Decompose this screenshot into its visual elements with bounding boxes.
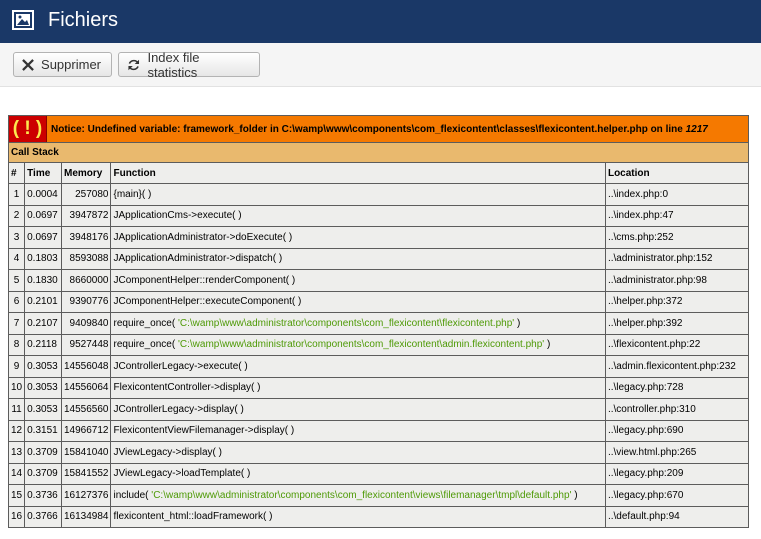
row-time: 0.3151 [25,420,62,442]
refresh-icon [127,58,140,72]
row-memory: 9527448 [61,334,111,356]
row-memory: 9409840 [61,313,111,335]
image-icon [12,10,34,30]
row-location: ..\administrator.php:98 [605,270,748,292]
function-name: JApplicationCms->execute( ) [113,210,242,222]
notice-row [9,116,749,143]
callstack-header-row [9,163,749,184]
row-function [111,227,605,249]
row-function [111,313,605,335]
row-num: 2 [9,205,25,227]
row-location: ..\administrator.php:152 [605,248,748,270]
row-function [111,463,605,485]
row-location: ..\controller.php:310 [605,399,748,421]
row-function [111,334,605,356]
row-function [111,442,605,464]
index-button-label: Index file statistics [147,49,200,80]
table-row [9,313,749,335]
row-location: ..\cms.php:252 [605,227,748,249]
row-function [111,420,605,442]
row-memory: 8593088 [61,248,111,270]
row-num: 10 [9,377,25,399]
function-name: JControllerLegacy->execute( ) [113,360,248,372]
row-function [111,377,605,399]
table-row [9,399,749,421]
row-num: 11 [9,399,25,421]
row-location: ..\helper.php:372 [605,291,748,313]
row-function [111,184,605,206]
row-memory: 257080 [61,184,111,206]
row-num: 5 [9,270,25,292]
function-name: JApplicationAdministrator->dispatch( ) [113,253,283,265]
row-memory: 14556064 [61,377,111,399]
function-name: {main}( ) [113,188,152,200]
row-function [111,506,605,528]
row-function [111,356,605,378]
xdebug-notice-table [8,115,749,528]
row-num: 15 [9,485,25,507]
function-arg: 'C:\wamp\www\administrator\components\com_flexicontent\views\filemanager\tmpl\default.php' [151,489,572,501]
table-row [9,356,749,378]
table-row [9,420,749,442]
row-time: 0.3053 [25,377,62,399]
page-title: Fichiers [48,9,119,31]
function-end: ) [544,339,551,351]
row-function [111,399,605,421]
row-location: ..\legacy.php:209 [605,463,748,485]
index-file-statistics-button[interactable] [118,49,260,80]
row-memory: 15841552 [61,463,111,485]
function-name: JControllerLegacy->display( ) [113,403,244,415]
row-time: 0.0004 [25,184,62,206]
function-name: FlexicontentViewFilemanager->display( ) [113,425,295,437]
function-name: JComponentHelper::renderComponent( ) [113,274,296,286]
table-row [9,442,749,464]
table-row [9,334,749,356]
toolbar [0,43,761,87]
row-num: 13 [9,442,25,464]
function-name: require_once( [113,339,178,351]
row-function [111,485,605,507]
row-num: 14 [9,463,25,485]
row-location: ..\helper.php:392 [605,313,748,335]
table-row [9,205,749,227]
row-function [111,205,605,227]
function-name: flexicontent_html::loadFramework( ) [113,511,273,523]
row-num: 16 [9,506,25,528]
col-function: Function [111,163,605,184]
col-memory: Memory [61,163,111,184]
table-row [9,463,749,485]
function-end: ) [514,317,521,329]
row-time: 0.0697 [25,205,62,227]
function-end: ) [571,489,578,501]
function-name: FlexicontentController->display( ) [113,382,261,394]
row-location: ..\index.php:0 [605,184,748,206]
row-time: 0.2101 [25,291,62,313]
warning-icon: ( ! ) [9,116,47,142]
function-name: require_once( [113,317,178,329]
row-num: 4 [9,248,25,270]
callstack-title-row [9,143,749,163]
row-num: 3 [9,227,25,249]
row-time: 0.3766 [25,506,62,528]
row-location: ..\view.html.php:265 [605,442,748,464]
row-memory: 8660000 [61,270,111,292]
row-location: ..\legacy.php:670 [605,485,748,507]
table-row [9,377,749,399]
delete-button[interactable] [13,52,112,77]
row-memory: 16127376 [61,485,111,507]
table-row [9,184,749,206]
col-time: Time [25,163,62,184]
row-location: ..\admin.flexicontent.php:232 [605,356,748,378]
table-row [9,485,749,507]
row-memory: 14556560 [61,399,111,421]
row-memory: 9390776 [61,291,111,313]
row-time: 0.3053 [25,356,62,378]
row-location: ..\default.php:94 [605,506,748,528]
row-num: 6 [9,291,25,313]
row-time: 0.2118 [25,334,62,356]
callstack-title: Call Stack [9,143,749,163]
function-name: JViewLegacy->display( ) [113,446,222,458]
notice-message: Notice: Undefined variable: framework_folder in C:\wamp\www\components\com_flexicontent\classes\flexicontent.helper.php on line 1217 [51,123,708,135]
delete-button-label: Supprimer [41,57,101,72]
row-function [111,248,605,270]
row-memory: 15841040 [61,442,111,464]
row-function [111,291,605,313]
table-row [9,227,749,249]
function-name: include( [113,489,152,501]
row-memory: 14966712 [61,420,111,442]
row-time: 0.1803 [25,248,62,270]
row-time: 0.3736 [25,485,62,507]
row-time: 0.3709 [25,463,62,485]
row-num: 9 [9,356,25,378]
row-memory: 16134984 [61,506,111,528]
row-time: 0.3053 [25,399,62,421]
row-time: 0.2107 [25,313,62,335]
row-num: 12 [9,420,25,442]
row-memory: 14556048 [61,356,111,378]
row-location: ..\legacy.php:690 [605,420,748,442]
table-row [9,506,749,528]
page-header [0,0,761,43]
table-row [9,270,749,292]
row-num: 8 [9,334,25,356]
table-row [9,248,749,270]
row-num: 1 [9,184,25,206]
row-time: 0.1830 [25,270,62,292]
function-name: JViewLegacy->loadTemplate( ) [113,468,251,480]
table-row [9,291,749,313]
row-time: 0.3709 [25,442,62,464]
row-memory: 3948176 [61,227,111,249]
function-name: JComponentHelper::executeComponent( ) [113,296,302,308]
row-function [111,270,605,292]
function-name: JApplicationAdministrator->doExecute( ) [113,231,293,243]
close-icon [22,58,34,72]
row-location: ..\index.php:47 [605,205,748,227]
row-location: ..\flexicontent.php:22 [605,334,748,356]
row-location: ..\legacy.php:728 [605,377,748,399]
row-memory: 3947872 [61,205,111,227]
row-num: 7 [9,313,25,335]
function-arg: 'C:\wamp\www\administrator\components\com_flexicontent\admin.flexicontent.php' [177,339,545,351]
col-location: Location [605,163,748,184]
row-time: 0.0697 [25,227,62,249]
notice-line: 1217 [685,123,708,135]
col-num: # [9,163,25,184]
function-arg: 'C:\wamp\www\administrator\components\com_flexicontent\flexicontent.php' [177,317,515,329]
callstack-body [9,184,749,528]
